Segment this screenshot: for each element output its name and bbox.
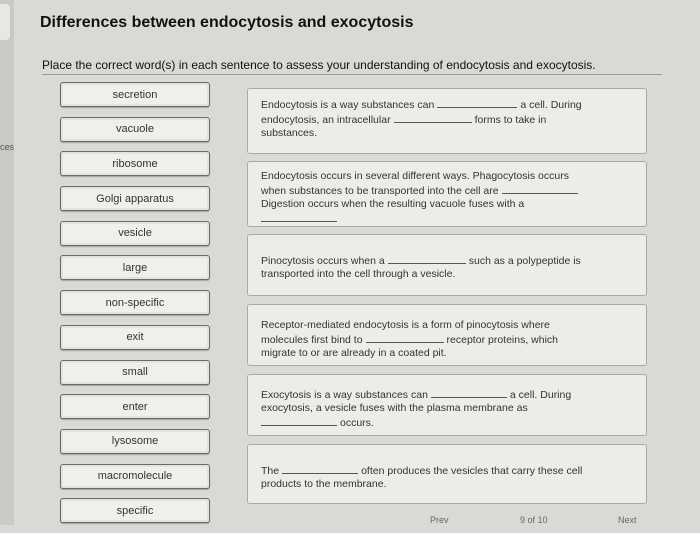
q1-text-1b: a cell. During — [520, 99, 582, 111]
q6-text-1b: often produces the vesicles that carry these cell — [361, 465, 583, 477]
side-panel — [0, 0, 14, 525]
word-chip-vesicle[interactable]: vesicle — [60, 221, 210, 246]
word-chip-enter[interactable]: enter — [60, 394, 210, 419]
q1-blank-1[interactable] — [437, 97, 517, 108]
q5-text-1b: a cell. During — [509, 389, 572, 401]
word-chip-golgi-apparatus[interactable]: Golgi apparatus — [60, 186, 210, 211]
q1-text-1a: Endocytosis is a way substances can — [261, 99, 435, 111]
q3-text-1b: such as a polypeptide is — [468, 255, 581, 267]
q2-blank-1[interactable] — [502, 183, 578, 194]
word-bank — [60, 82, 210, 533]
q6-text-2: products to the membrane. — [261, 478, 387, 490]
q6-text-1a: The — [261, 465, 280, 477]
word-chip-non-specific[interactable]: non-specific — [60, 290, 210, 315]
word-chip-secretion[interactable]: secretion — [60, 82, 210, 107]
question-card-2 — [247, 161, 647, 227]
q1-text-3: substances. — [261, 127, 318, 139]
q5-text-3: occurs. — [340, 417, 374, 429]
word-chip-macromolecule[interactable]: macromolecule — [60, 464, 210, 489]
q2-text-3: Digestion occurs when the resulting vacuole fuses with a — [261, 198, 525, 210]
word-chip-large[interactable]: large — [60, 255, 210, 280]
word-chip-small[interactable]: small — [60, 360, 210, 385]
page-title: Differences between endocytosis and exocytosis — [40, 14, 414, 31]
q2-blank-2[interactable] — [261, 211, 337, 222]
question-card-5 — [247, 374, 647, 436]
q5-text-2: exocytosis, a vesicle fuses with the plasma membrane as — [261, 402, 528, 414]
page-indicator: 9 of 10 — [520, 515, 548, 525]
q4-text-2b: receptor proteins, which — [446, 334, 559, 346]
word-chip-specific[interactable]: specific — [60, 498, 210, 523]
word-chip-exit[interactable]: exit — [60, 325, 210, 350]
q4-text-1: Receptor-mediated endocytosis is a form of pinocytosis where — [261, 319, 550, 331]
question-card-6 — [247, 444, 647, 504]
word-chip-ribosome[interactable]: ribosome — [60, 151, 210, 176]
word-chip-vacuole[interactable]: vacuole — [60, 117, 210, 142]
q5-blank-1[interactable] — [431, 387, 507, 398]
q6-blank-1[interactable] — [282, 463, 358, 474]
q3-text-2: transported into the cell through a vesicle. — [261, 268, 456, 280]
next-button[interactable]: Next — [618, 515, 637, 525]
q4-blank-1[interactable] — [366, 332, 444, 343]
q5-blank-2[interactable] — [261, 415, 337, 426]
pager — [380, 515, 700, 525]
q4-text-3: migrate to or are already in a coated pit. — [261, 347, 447, 359]
q3-blank-1[interactable] — [388, 253, 466, 264]
q3-text-1a: Pinocytosis occurs when a — [261, 255, 385, 267]
q4-text-2a: molecules first bind to — [261, 334, 363, 346]
q1-text-2a: endocytosis, an intracellular — [261, 114, 391, 126]
question-card-3 — [247, 234, 647, 296]
question-card-4 — [247, 304, 647, 366]
side-tab[interactable] — [0, 4, 10, 40]
instructions: Place the correct word(s) in each sentence to assess your understanding of endocytosis and exocytosis. — [42, 58, 662, 75]
word-chip-lysosome[interactable]: lysosome — [60, 429, 210, 454]
q2-text-2: when substances to be transported into the cell are — [261, 185, 499, 197]
q1-text-2b: forms to take in — [474, 114, 547, 126]
side-label: ces — [0, 142, 15, 152]
q1-blank-2[interactable] — [394, 112, 472, 123]
q2-text-1: Endocytosis occurs in several different ways. Phagocytosis occurs — [261, 170, 569, 182]
prev-button[interactable]: Prev — [430, 515, 449, 525]
question-card-1 — [247, 88, 647, 154]
q5-text-1a: Exocytosis is a way substances can — [261, 389, 428, 401]
